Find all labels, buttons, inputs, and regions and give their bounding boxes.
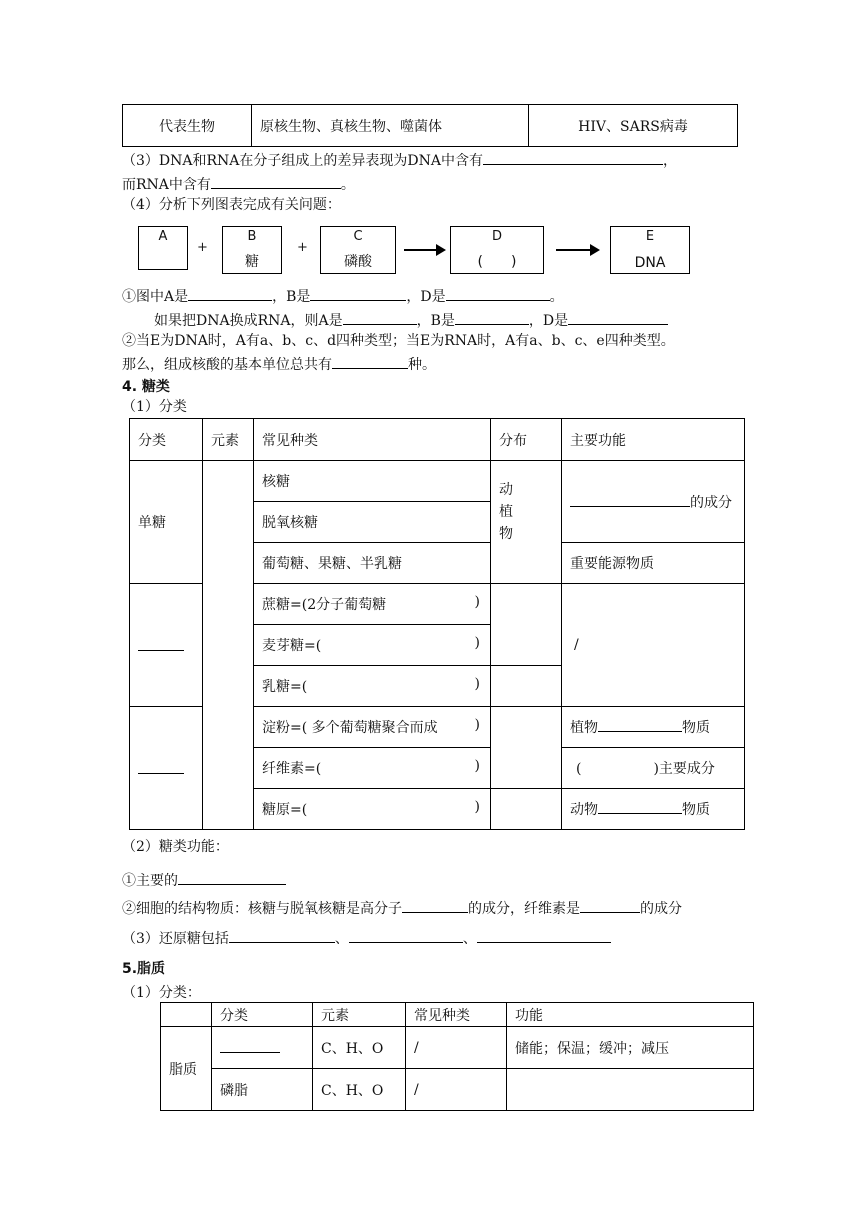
q4-rna-blank-a[interactable] xyxy=(343,310,417,325)
sugar-f2-blank1[interactable] xyxy=(402,898,468,913)
lipid-fat-kinds: / xyxy=(406,1027,507,1069)
poly-distribution-a xyxy=(491,707,562,789)
diagram-box-a: A xyxy=(138,226,188,270)
reducing-blank3[interactable] xyxy=(477,928,611,943)
representative-table xyxy=(122,104,738,147)
rep-label: 代表生物 xyxy=(123,105,252,147)
sugar-f1-blank[interactable] xyxy=(178,870,286,885)
di-func: / xyxy=(562,584,745,707)
reducing-blank2[interactable] xyxy=(349,928,463,943)
q4-rna-blank-b[interactable] xyxy=(455,310,529,325)
q4-blank-a[interactable] xyxy=(188,286,272,301)
plus-sign: + xyxy=(297,240,308,255)
element-cell xyxy=(203,461,254,830)
sugar-sub3: （3）还原糖包括 、 、 xyxy=(122,928,611,948)
sugar-table xyxy=(129,418,745,830)
poly-distribution-b xyxy=(491,789,562,830)
lipid-header-kinds: 常见种类 xyxy=(406,1003,507,1027)
lipid-phospholipid-func xyxy=(507,1069,754,1111)
lipid-sub1: （1）分类： xyxy=(122,985,201,1001)
sugar-sub1: （1）分类 xyxy=(122,399,187,415)
lipid-heading: 5.脂质 xyxy=(122,961,166,977)
mono-kind-ribose: 核糖 xyxy=(254,461,491,502)
header-function: 主要功能 xyxy=(562,419,745,461)
lipid-fat-func: 储能；保温；缓冲；减压 xyxy=(507,1027,754,1069)
plus-sign: + xyxy=(197,240,208,255)
q3-line1: （3）DNA和RNA在分子组成上的差异表现为DNA中含有 ， xyxy=(122,150,677,170)
di-kind-maltose: 麦芽糖=( ) xyxy=(254,625,491,666)
di-distribution-b xyxy=(491,666,562,707)
header-distribution: 分布 xyxy=(491,419,562,461)
mono-func1: 的成分 xyxy=(562,461,745,543)
arrow-icon xyxy=(404,249,438,251)
poly-label xyxy=(130,707,203,830)
q4-blank-b[interactable] xyxy=(310,286,406,301)
reducing-blank1[interactable] xyxy=(229,928,335,943)
mono-kind-deoxyribose: 脱氧核糖 xyxy=(254,502,491,543)
sugar-f1: ①主要的 xyxy=(122,870,286,890)
header-kinds: 常见种类 xyxy=(254,419,491,461)
diagram-box-c: C 磷酸 xyxy=(320,226,396,274)
di-kind-sucrose: 蔗糖=(2分子葡萄糖 ) xyxy=(254,584,491,625)
header-category: 分类 xyxy=(130,419,203,461)
sugar-heading: 4. 糖类 xyxy=(122,379,170,395)
poly-func1-blank[interactable] xyxy=(598,717,682,732)
q3-line2: 而RNA中含有 。 xyxy=(122,174,355,194)
q4-count-blank[interactable] xyxy=(332,354,408,369)
lipid-header-function: 功能 xyxy=(507,1003,754,1027)
q4-s1: ①图中A是 ，B是 ，D是 。 xyxy=(122,286,564,306)
diagram-box-d: D ( ) xyxy=(450,226,544,274)
poly-kind-cellulose: 纤维素=( ) xyxy=(254,748,491,789)
lipid-header-category: 分类 xyxy=(212,1003,313,1027)
poly-kind-starch: 淀粉=( 多个葡萄糖聚合而成 ) xyxy=(254,707,491,748)
di-kind-lactose: 乳糖=( ) xyxy=(254,666,491,707)
q4-blank-d[interactable] xyxy=(446,286,550,301)
sugar-f2-blank2[interactable] xyxy=(580,898,640,913)
lipid-phospholipid: 磷脂 xyxy=(212,1069,313,1111)
lipid-group: 脂质 xyxy=(161,1027,212,1111)
mono-func-blank[interactable] xyxy=(570,492,690,507)
lipid-fat-element: C、H、O xyxy=(313,1027,406,1069)
rep-dna-orgs: 原核生物、真核生物、噬菌体 xyxy=(252,105,529,147)
poly-func3-blank[interactable] xyxy=(598,799,682,814)
q4-s3-line1: ②当E为DNA时，A有a、b、c、d四种类型；当E为RNA时，A有a、b、c、e四种类型。 xyxy=(122,333,675,349)
lipid-header-empty xyxy=(161,1003,212,1027)
di-label-blank[interactable] xyxy=(138,636,184,651)
q3-blank2[interactable] xyxy=(211,174,341,189)
mono-label: 单糖 xyxy=(130,461,203,584)
diagram-box-b: B 糖 xyxy=(222,226,282,274)
sugar-sub2: （2）糖类功能： xyxy=(122,839,229,855)
sugar-f2: ②细胞的结构物质：核糖与脱氧核糖是高分子 的成分，纤维素是 的成分 xyxy=(122,898,682,918)
lipid-phospholipid-kinds: / xyxy=(406,1069,507,1111)
di-label xyxy=(130,584,203,707)
diagram-box-e: E DNA xyxy=(610,226,690,274)
poly-func1: 植物 物质 xyxy=(562,707,745,748)
poly-func2: ( )主要成分 xyxy=(562,748,745,789)
q4-s2: 如果把DNA换成RNA，则A是 ，B是 ，D是 xyxy=(154,310,668,330)
lipid-table xyxy=(160,1002,754,1111)
di-distribution-a xyxy=(491,584,562,666)
q4-s3-line2: 那么，组成核酸的基本单位总共有 种。 xyxy=(122,354,436,374)
poly-kind-glycogen: 糖原=( ) xyxy=(254,789,491,830)
arrow-icon xyxy=(556,249,592,251)
lipid-header-element: 元素 xyxy=(313,1003,406,1027)
poly-func3: 动物 物质 xyxy=(562,789,745,830)
header-element: 元素 xyxy=(203,419,254,461)
q4-rna-blank-d[interactable] xyxy=(568,310,668,325)
mono-distribution: 动植物 xyxy=(491,461,562,584)
mono-kind-glucose: 葡萄糖、果糖、半乳糖 xyxy=(254,543,491,584)
mono-func2: 重要能源物质 xyxy=(562,543,745,584)
q3-blank1[interactable] xyxy=(483,150,663,165)
q4-title: （4）分析下列图表完成有关问题： xyxy=(122,197,341,213)
poly-label-blank[interactable] xyxy=(138,759,184,774)
rep-rna-orgs: HIV、SARS病毒 xyxy=(529,105,738,147)
lipid-fat-blank[interactable] xyxy=(220,1038,280,1053)
lipid-fat-blank-cell xyxy=(212,1027,313,1069)
lipid-phospholipid-element: C、H、O xyxy=(313,1069,406,1111)
